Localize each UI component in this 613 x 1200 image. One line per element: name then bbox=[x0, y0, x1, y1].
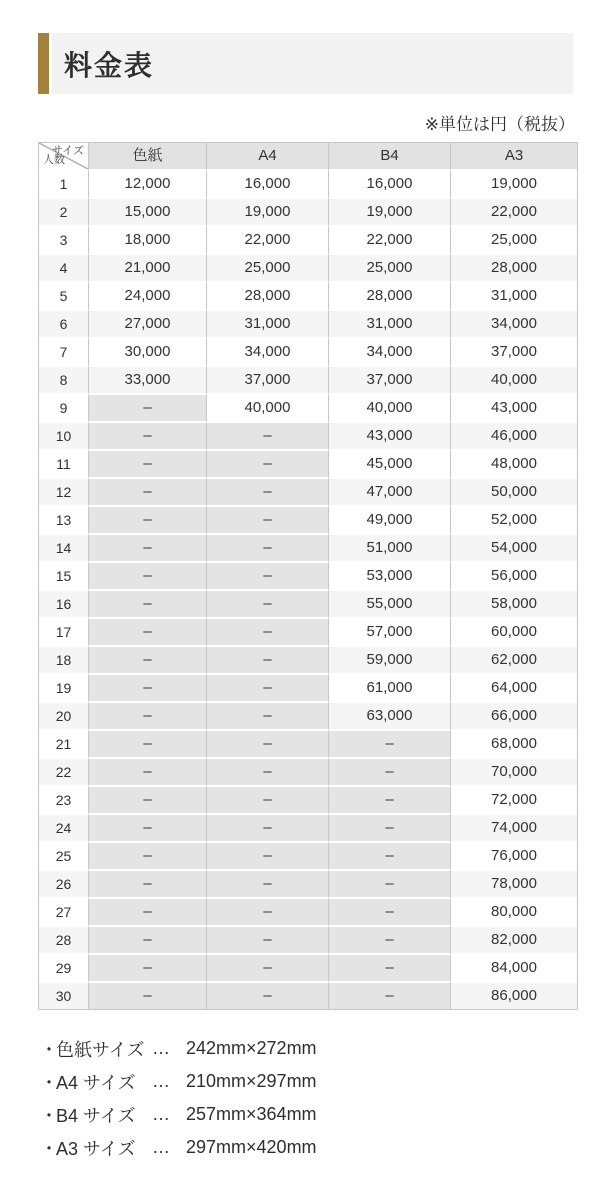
title-background bbox=[52, 33, 573, 94]
price-cell: – bbox=[89, 899, 207, 927]
note-dots: … bbox=[152, 1038, 171, 1058]
price-cell: – bbox=[207, 759, 329, 787]
column-header-b4: B4 bbox=[329, 143, 451, 171]
table-row bbox=[39, 227, 577, 255]
price-cell: – bbox=[89, 843, 207, 871]
page-title: 料金表 bbox=[64, 49, 155, 81]
row-number-cell: 5 bbox=[39, 283, 89, 311]
price-cell: 40,000 bbox=[451, 367, 577, 395]
note-dimensions: 297mm×420mm bbox=[186, 1137, 317, 1157]
table-row bbox=[39, 927, 577, 955]
price-cell: 19,000 bbox=[451, 171, 577, 199]
price-cell: 33,000 bbox=[89, 367, 207, 395]
price-cell: 22,000 bbox=[329, 227, 451, 255]
price-cell: – bbox=[89, 675, 207, 703]
price-cell: 34,000 bbox=[451, 311, 577, 339]
row-number-cell: 18 bbox=[39, 647, 89, 675]
row-number-cell: 7 bbox=[39, 339, 89, 367]
table-row bbox=[39, 423, 577, 451]
price-cell: – bbox=[89, 647, 207, 675]
table-row bbox=[39, 255, 577, 283]
price-cell: 16,000 bbox=[329, 171, 451, 199]
price-cell: – bbox=[89, 395, 207, 423]
price-cell: – bbox=[89, 479, 207, 507]
note-item bbox=[40, 1098, 317, 1131]
table-row bbox=[39, 815, 577, 843]
price-cell: 16,000 bbox=[207, 171, 329, 199]
price-cell: – bbox=[329, 843, 451, 871]
column-header-a4: A4 bbox=[207, 143, 329, 171]
corner-header-cell bbox=[39, 143, 89, 171]
price-cell: – bbox=[207, 871, 329, 899]
price-cell: – bbox=[89, 423, 207, 451]
price-cell: – bbox=[207, 479, 329, 507]
note-label: 色紙サイズ bbox=[56, 1039, 145, 1060]
price-cell: – bbox=[89, 563, 207, 591]
price-cell: 78,000 bbox=[451, 871, 577, 899]
price-cell: 72,000 bbox=[451, 787, 577, 815]
price-cell: – bbox=[329, 759, 451, 787]
price-cell: 64,000 bbox=[451, 675, 577, 703]
price-cell: – bbox=[89, 871, 207, 899]
row-number-cell: 2 bbox=[39, 199, 89, 227]
price-cell: 19,000 bbox=[329, 199, 451, 227]
row-number-cell: 12 bbox=[39, 479, 89, 507]
price-cell: – bbox=[89, 955, 207, 983]
price-cell: 47,000 bbox=[329, 479, 451, 507]
price-cell: 37,000 bbox=[207, 367, 329, 395]
note-bullet: ・ bbox=[40, 1105, 58, 1126]
price-table-header bbox=[39, 143, 577, 171]
price-cell: 68,000 bbox=[451, 731, 577, 759]
note-label: B4 サイズ bbox=[56, 1105, 136, 1126]
price-cell: 31,000 bbox=[207, 311, 329, 339]
table-row bbox=[39, 759, 577, 787]
column-header-a3: A3 bbox=[451, 143, 577, 171]
row-number-cell: 16 bbox=[39, 591, 89, 619]
table-row bbox=[39, 535, 577, 563]
price-cell: 56,000 bbox=[451, 563, 577, 591]
price-cell: 86,000 bbox=[451, 983, 577, 1009]
price-cell: 84,000 bbox=[451, 955, 577, 983]
price-cell: 43,000 bbox=[329, 423, 451, 451]
note-dimensions: 257mm×364mm bbox=[186, 1104, 317, 1124]
table-row bbox=[39, 899, 577, 927]
price-cell: 31,000 bbox=[329, 311, 451, 339]
price-cell: – bbox=[207, 423, 329, 451]
note-label: A3 サイズ bbox=[56, 1138, 136, 1159]
price-cell: 25,000 bbox=[207, 255, 329, 283]
price-cell: – bbox=[89, 507, 207, 535]
note-dots: … bbox=[152, 1137, 171, 1157]
price-cell: 18,000 bbox=[89, 227, 207, 255]
table-row bbox=[39, 171, 577, 199]
row-number-cell: 23 bbox=[39, 787, 89, 815]
price-cell: – bbox=[89, 983, 207, 1009]
price-cell: 34,000 bbox=[329, 339, 451, 367]
price-cell: – bbox=[329, 983, 451, 1009]
price-cell: – bbox=[207, 675, 329, 703]
price-cell: 60,000 bbox=[451, 619, 577, 647]
price-cell: – bbox=[89, 451, 207, 479]
price-cell: – bbox=[207, 591, 329, 619]
price-cell: 61,000 bbox=[329, 675, 451, 703]
price-cell: – bbox=[207, 787, 329, 815]
price-cell: – bbox=[89, 619, 207, 647]
table-row bbox=[39, 451, 577, 479]
price-cell: 37,000 bbox=[451, 339, 577, 367]
price-cell: – bbox=[329, 815, 451, 843]
note-dots: … bbox=[152, 1071, 171, 1091]
table-row bbox=[39, 563, 577, 591]
price-cell: 12,000 bbox=[89, 171, 207, 199]
price-cell: 22,000 bbox=[207, 227, 329, 255]
price-cell: – bbox=[89, 703, 207, 731]
row-number-cell: 19 bbox=[39, 675, 89, 703]
note-item bbox=[40, 1131, 317, 1164]
table-row bbox=[39, 311, 577, 339]
price-cell: 76,000 bbox=[451, 843, 577, 871]
title-accent-bar bbox=[38, 33, 49, 94]
header-row bbox=[39, 143, 577, 171]
row-number-cell: 22 bbox=[39, 759, 89, 787]
price-cell: – bbox=[89, 535, 207, 563]
table-row bbox=[39, 647, 577, 675]
price-cell: – bbox=[89, 731, 207, 759]
row-number-cell: 9 bbox=[39, 395, 89, 423]
price-cell: – bbox=[329, 899, 451, 927]
table-row bbox=[39, 871, 577, 899]
price-cell: 46,000 bbox=[451, 423, 577, 451]
price-cell: 80,000 bbox=[451, 899, 577, 927]
price-cell: 51,000 bbox=[329, 535, 451, 563]
price-cell: – bbox=[207, 843, 329, 871]
table-row bbox=[39, 675, 577, 703]
price-cell: – bbox=[207, 535, 329, 563]
table-row bbox=[39, 703, 577, 731]
price-cell: – bbox=[207, 731, 329, 759]
price-cell: 21,000 bbox=[89, 255, 207, 283]
price-cell: – bbox=[207, 983, 329, 1009]
price-cell: – bbox=[207, 815, 329, 843]
table-row bbox=[39, 787, 577, 815]
row-number-cell: 8 bbox=[39, 367, 89, 395]
row-number-cell: 24 bbox=[39, 815, 89, 843]
row-number-cell: 29 bbox=[39, 955, 89, 983]
note-dimensions: 210mm×297mm bbox=[186, 1071, 317, 1091]
row-number-cell: 30 bbox=[39, 983, 89, 1009]
table-row bbox=[39, 843, 577, 871]
table-row bbox=[39, 731, 577, 759]
table-row bbox=[39, 507, 577, 535]
note-item bbox=[40, 1065, 317, 1098]
price-cell: – bbox=[329, 787, 451, 815]
price-cell: 28,000 bbox=[451, 255, 577, 283]
price-cell: 48,000 bbox=[451, 451, 577, 479]
row-number-cell: 10 bbox=[39, 423, 89, 451]
price-cell: 22,000 bbox=[451, 199, 577, 227]
column-header-shikishi: 色紙 bbox=[89, 143, 207, 171]
price-cell: 52,000 bbox=[451, 507, 577, 535]
note-bullet: ・ bbox=[40, 1072, 58, 1093]
price-cell: – bbox=[207, 703, 329, 731]
price-cell: – bbox=[207, 451, 329, 479]
price-cell: 34,000 bbox=[207, 339, 329, 367]
price-cell: – bbox=[207, 507, 329, 535]
price-table bbox=[38, 142, 578, 1010]
table-row bbox=[39, 283, 577, 311]
row-number-cell: 1 bbox=[39, 171, 89, 199]
row-number-cell: 11 bbox=[39, 451, 89, 479]
price-cell: 54,000 bbox=[451, 535, 577, 563]
price-cell: – bbox=[207, 899, 329, 927]
price-cell: 55,000 bbox=[329, 591, 451, 619]
row-number-cell: 26 bbox=[39, 871, 89, 899]
price-cell: – bbox=[329, 731, 451, 759]
price-cell: 31,000 bbox=[451, 283, 577, 311]
corner-label-people: 人数 bbox=[43, 154, 65, 166]
row-number-cell: 17 bbox=[39, 619, 89, 647]
price-cell: 25,000 bbox=[451, 227, 577, 255]
unit-note: ※単位は円（税抜） bbox=[424, 115, 575, 134]
price-cell: 66,000 bbox=[451, 703, 577, 731]
price-cell: – bbox=[207, 619, 329, 647]
price-cell: 30,000 bbox=[89, 339, 207, 367]
price-cell: 49,000 bbox=[329, 507, 451, 535]
price-cell: 53,000 bbox=[329, 563, 451, 591]
price-cell: 40,000 bbox=[207, 395, 329, 423]
note-item bbox=[40, 1032, 317, 1065]
size-notes bbox=[40, 1032, 317, 1164]
price-cell: 19,000 bbox=[207, 199, 329, 227]
price-cell: – bbox=[207, 927, 329, 955]
price-cell: – bbox=[207, 563, 329, 591]
price-cell: 50,000 bbox=[451, 479, 577, 507]
price-cell: 62,000 bbox=[451, 647, 577, 675]
price-cell: 45,000 bbox=[329, 451, 451, 479]
price-cell: – bbox=[329, 927, 451, 955]
price-cell: 57,000 bbox=[329, 619, 451, 647]
price-cell: – bbox=[329, 871, 451, 899]
note-label: A4 サイズ bbox=[56, 1072, 136, 1093]
row-number-cell: 3 bbox=[39, 227, 89, 255]
table-row bbox=[39, 983, 577, 1009]
price-cell: 59,000 bbox=[329, 647, 451, 675]
price-cell: 82,000 bbox=[451, 927, 577, 955]
price-cell: 37,000 bbox=[329, 367, 451, 395]
table-row bbox=[39, 367, 577, 395]
price-cell: 70,000 bbox=[451, 759, 577, 787]
price-cell: 25,000 bbox=[329, 255, 451, 283]
price-cell: 28,000 bbox=[329, 283, 451, 311]
price-cell: – bbox=[89, 815, 207, 843]
price-cell: – bbox=[89, 787, 207, 815]
row-number-cell: 6 bbox=[39, 311, 89, 339]
price-cell: 24,000 bbox=[89, 283, 207, 311]
row-number-cell: 25 bbox=[39, 843, 89, 871]
row-number-cell: 14 bbox=[39, 535, 89, 563]
row-number-cell: 28 bbox=[39, 927, 89, 955]
row-number-cell: 20 bbox=[39, 703, 89, 731]
price-cell: 63,000 bbox=[329, 703, 451, 731]
table-row bbox=[39, 479, 577, 507]
page-title-block bbox=[38, 33, 573, 94]
note-bullet: ・ bbox=[40, 1138, 58, 1159]
price-table-body bbox=[39, 171, 577, 1009]
row-number-cell: 27 bbox=[39, 899, 89, 927]
price-cell: – bbox=[89, 927, 207, 955]
price-cell: 74,000 bbox=[451, 815, 577, 843]
row-number-cell: 13 bbox=[39, 507, 89, 535]
table-row bbox=[39, 619, 577, 647]
table-row bbox=[39, 955, 577, 983]
table-row bbox=[39, 591, 577, 619]
note-bullet: ・ bbox=[40, 1039, 58, 1060]
table-row bbox=[39, 199, 577, 227]
row-number-cell: 4 bbox=[39, 255, 89, 283]
price-cell: – bbox=[89, 591, 207, 619]
note-dots: … bbox=[152, 1104, 171, 1124]
price-cell: 28,000 bbox=[207, 283, 329, 311]
price-cell: 58,000 bbox=[451, 591, 577, 619]
price-cell: – bbox=[329, 955, 451, 983]
row-number-cell: 15 bbox=[39, 563, 89, 591]
row-number-cell: 21 bbox=[39, 731, 89, 759]
price-cell: – bbox=[207, 647, 329, 675]
price-cell: 27,000 bbox=[89, 311, 207, 339]
price-cell: 43,000 bbox=[451, 395, 577, 423]
price-cell: – bbox=[207, 955, 329, 983]
corner-label-size: サイズ bbox=[51, 145, 84, 157]
table-row bbox=[39, 395, 577, 423]
note-dimensions: 242mm×272mm bbox=[186, 1038, 317, 1058]
table-row bbox=[39, 339, 577, 367]
price-cell: 15,000 bbox=[89, 199, 207, 227]
price-cell: 40,000 bbox=[329, 395, 451, 423]
price-cell: – bbox=[89, 759, 207, 787]
